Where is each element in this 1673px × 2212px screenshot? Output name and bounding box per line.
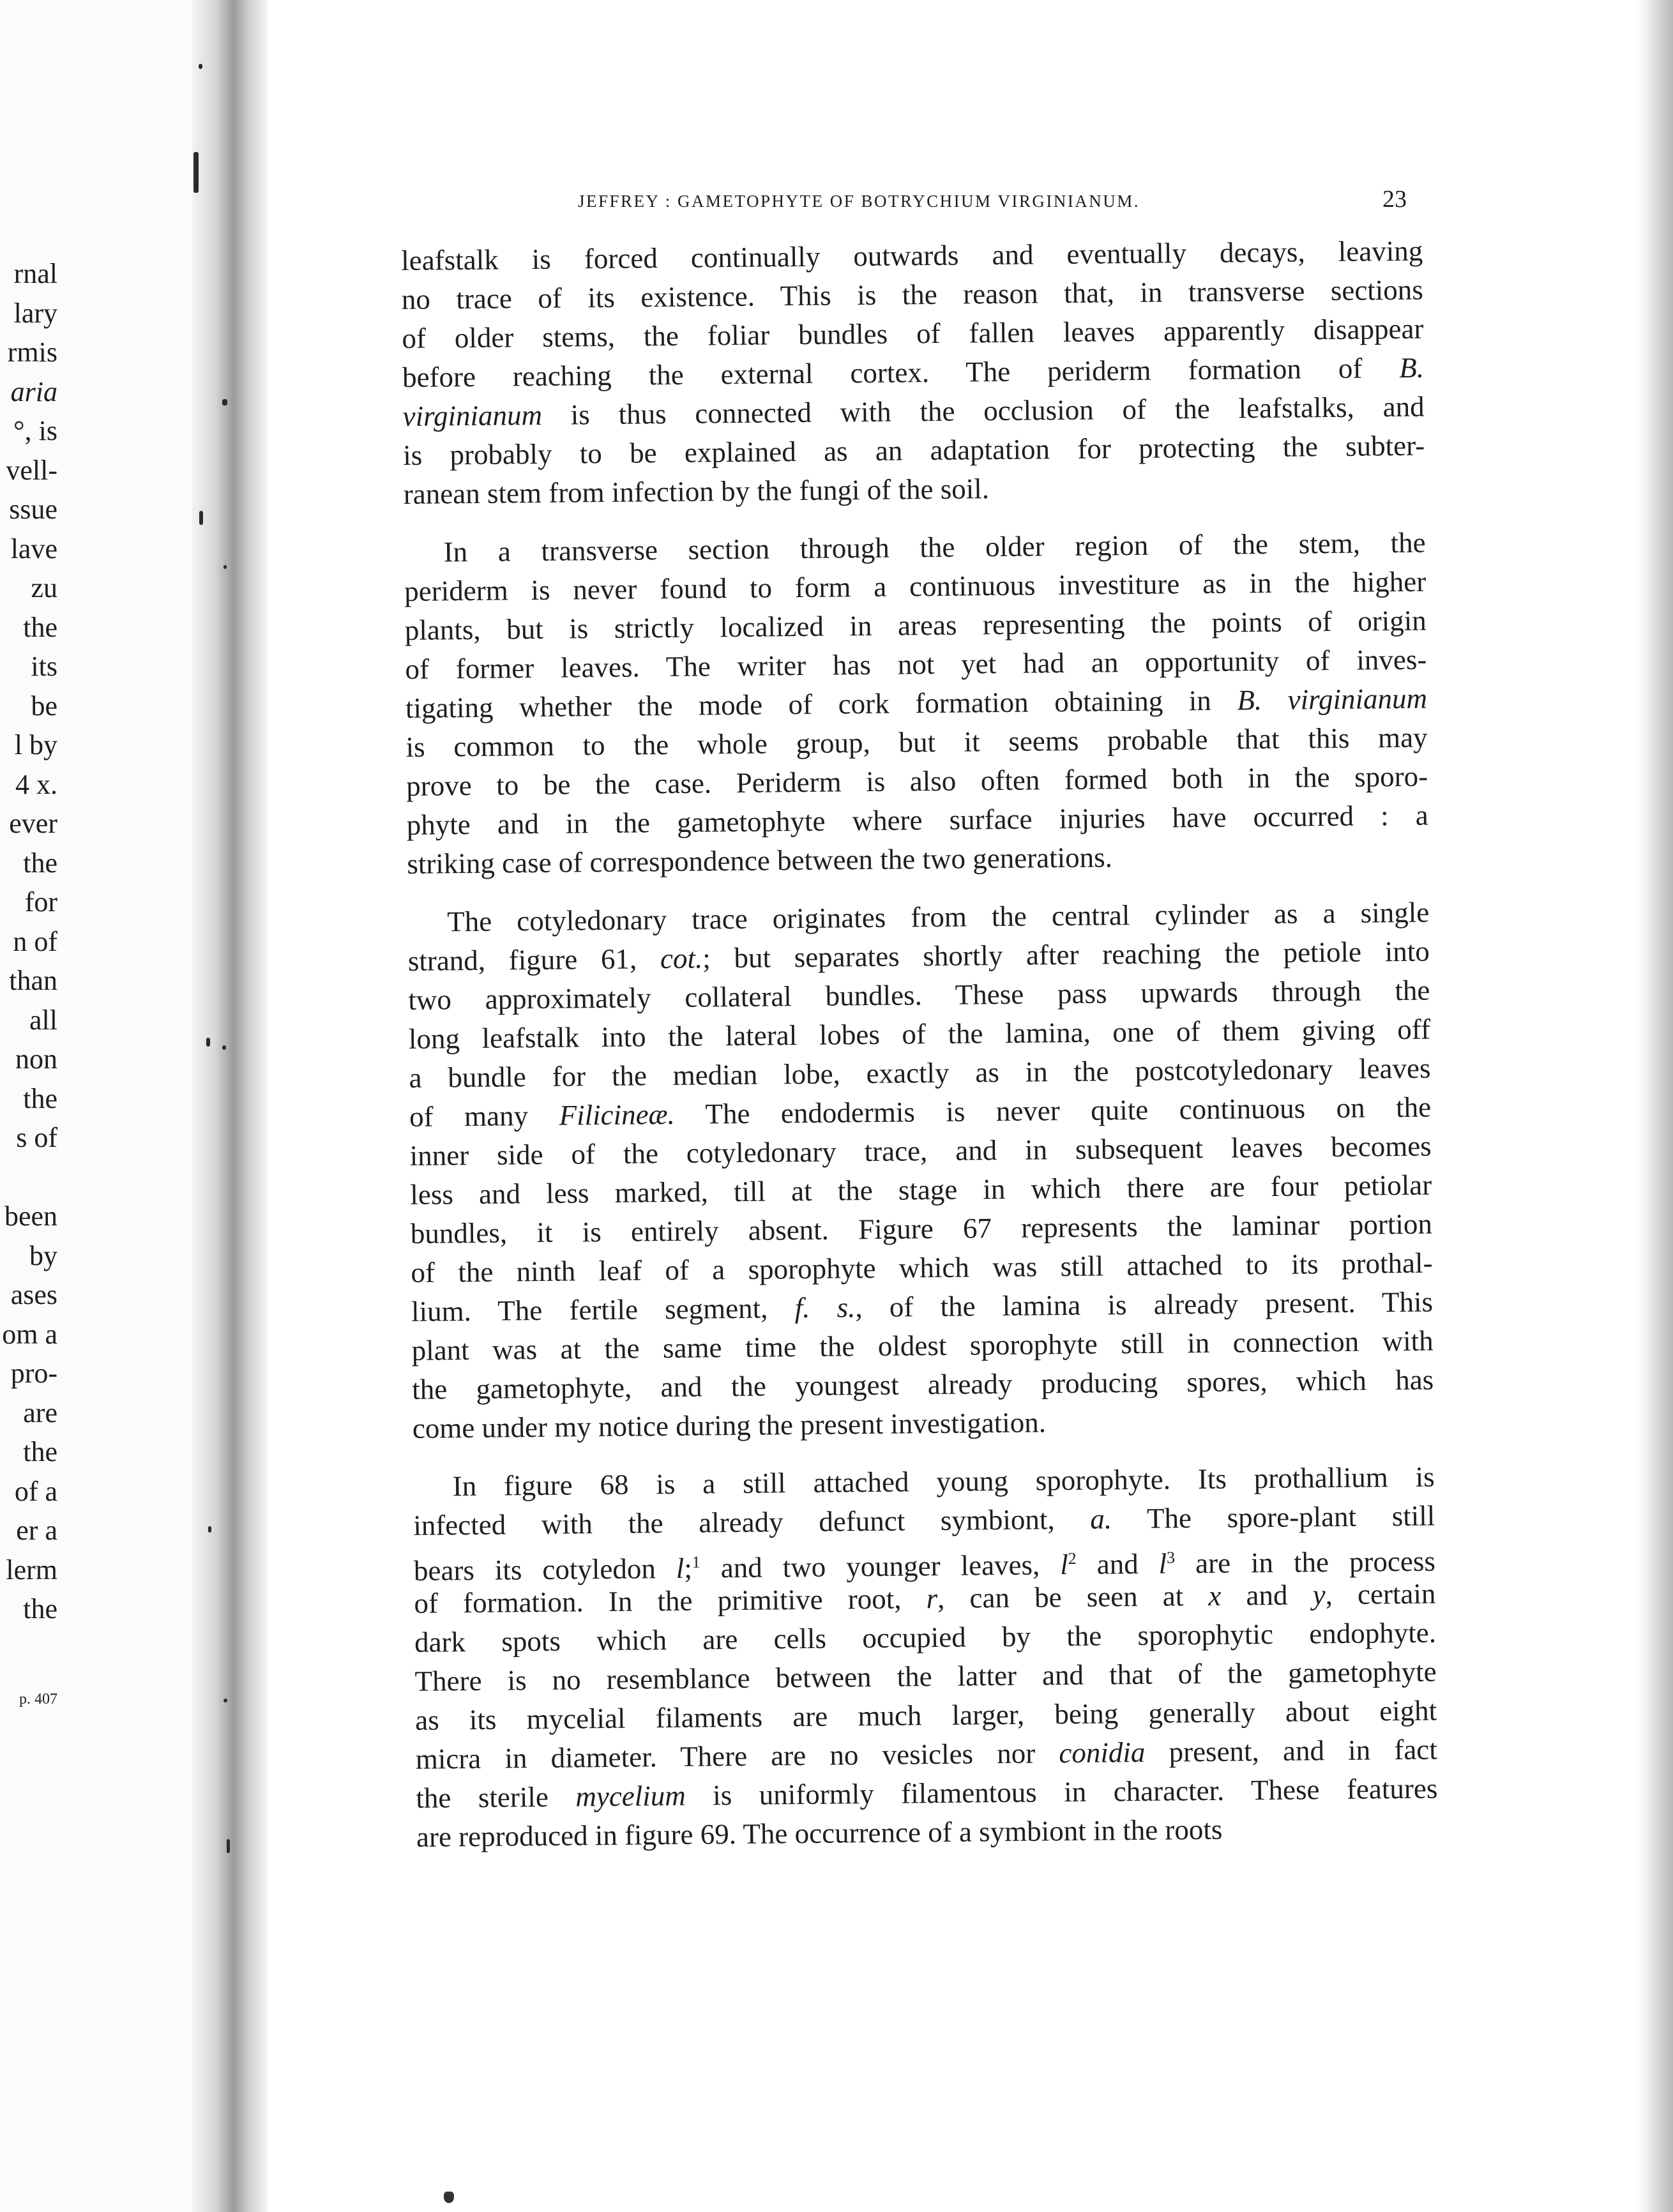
left-page-fragment: rmis bbox=[7, 337, 57, 368]
left-page-fragment: vell- bbox=[6, 454, 57, 486]
left-page-fragment: aria bbox=[10, 375, 57, 407]
left-page-fragment: l by bbox=[14, 729, 57, 761]
text-line: of former leaves. The writer has not yet had an opportunity of inves- bbox=[405, 643, 1427, 685]
text-line: phyte and in the gametophyte where surface injuries have occurred : a bbox=[406, 799, 1428, 841]
text-line: come under my notice during the present investigation. bbox=[412, 1406, 1047, 1444]
left-page-fragment: pro- bbox=[10, 1358, 57, 1389]
binding-mark bbox=[227, 1839, 230, 1853]
left-page-fragment: the bbox=[23, 611, 57, 643]
left-page-fragment: ases bbox=[10, 1279, 57, 1310]
text-line: less and less marked, till at the stage in which there are four petiolar bbox=[410, 1169, 1432, 1211]
left-page-text-fragments bbox=[0, 254, 57, 1629]
text-line: leafstalk is forced continually outwards and eventually decays, leaving bbox=[401, 234, 1423, 276]
text-line: plants, but is strictly localized in areas representing the points of origin bbox=[404, 604, 1427, 646]
text-line: bears its cotyledon l;$^1$ and two younger leaves, $l^2$ and $l^3$ are in the process bbox=[413, 1545, 1436, 1587]
text-line: a bundle for the median lobe, exactly as in the postcotyledonary leaves bbox=[409, 1052, 1431, 1094]
binding-mark bbox=[223, 1699, 227, 1702]
text-line: bundles, it is entirely absent. Figure 67 represents the laminar portion bbox=[410, 1208, 1433, 1250]
text-line: striking case of correspondence between the two generations. bbox=[407, 841, 1113, 880]
paragraph bbox=[404, 524, 1428, 884]
text-line: long leafstalk into the lateral lobes of the lamina, one of them giving off bbox=[408, 1013, 1431, 1055]
left-page-fragment: of a bbox=[14, 1475, 57, 1507]
left-page-fragment: rnal bbox=[13, 258, 57, 289]
left-page-fragment: by bbox=[29, 1239, 57, 1271]
page-number: 23 bbox=[1382, 186, 1407, 213]
text-line: plant was at the same time the oldest sporophyte still in connection with bbox=[411, 1324, 1434, 1367]
left-page-fragment: n of bbox=[13, 925, 57, 957]
text-line: of many Filicineæ. The endodermis is never quite continuous on the bbox=[409, 1091, 1432, 1133]
left-page-fragment: the bbox=[23, 1593, 57, 1625]
text-line: tigating whether the mode of cork formation obtaining in B. virginianum bbox=[405, 682, 1428, 724]
binding-mark bbox=[206, 1038, 210, 1047]
text-line: the sterile mycelium is uniformly filamentous in character. These features bbox=[416, 1772, 1438, 1814]
text-line: In figure 68 is a still attached young sporophyte. Its prothallium is bbox=[452, 1460, 1435, 1503]
text-line: prove to be the case. Periderm is also often formed both in the sporo- bbox=[405, 760, 1428, 802]
text-line: of formation. In the primitive root, r, can be seen at x and y, certain bbox=[414, 1577, 1436, 1619]
left-page-fragment: lary bbox=[13, 297, 57, 329]
italic-term: r bbox=[926, 1582, 938, 1615]
page-edge-shadow bbox=[1637, 0, 1673, 2212]
paragraph bbox=[413, 1458, 1438, 1857]
italic-term: mycelium bbox=[575, 1779, 686, 1813]
binding-mark bbox=[222, 399, 227, 405]
text-line: ranean stem from infection by the fungi of the soil. bbox=[403, 473, 990, 510]
text-line: periderm is never found to form a continuous investiture as in the higher bbox=[404, 565, 1427, 607]
text-line: no trace of its existence. This is the reason that, in transverse sections bbox=[401, 273, 1424, 315]
italic-term: B. bbox=[1398, 351, 1425, 384]
left-page-fragment: be bbox=[31, 690, 57, 722]
left-page-fragment: lave bbox=[10, 533, 57, 564]
italic-term: l bbox=[1158, 1547, 1167, 1580]
text-line: strand, figure 61, cot.; but separates shortly after reaching the petiole into bbox=[407, 935, 1430, 977]
left-page-fragment: °, is bbox=[13, 415, 57, 446]
superscript: 2 bbox=[1068, 1549, 1077, 1568]
left-page-fragment: the bbox=[23, 1082, 57, 1114]
text-line: as its mycelial filaments are much larger, being generally about eight bbox=[414, 1694, 1437, 1736]
italic-term: y bbox=[1312, 1579, 1326, 1611]
italic-term: a. bbox=[1090, 1503, 1112, 1535]
text-line: the gametophyte, and the youngest already producing spores, which has bbox=[412, 1363, 1434, 1405]
left-page-fragment bbox=[0, 1158, 57, 1197]
binding-mark bbox=[208, 1526, 211, 1533]
italic-term: B. virginianum bbox=[1237, 682, 1428, 716]
italic-term: cot. bbox=[660, 942, 703, 975]
left-page-fragment: its bbox=[31, 651, 57, 682]
left-page-fragment: om a bbox=[2, 1318, 57, 1350]
body-text bbox=[401, 232, 1438, 1857]
text-line: two approximately collateral bundles. These pass upwards through the bbox=[408, 974, 1430, 1016]
text-line: before reaching the external cortex. The periderm formation of B. bbox=[402, 351, 1425, 393]
superscript: 1 bbox=[692, 1552, 700, 1572]
italic-term: virginianum bbox=[402, 398, 543, 432]
text-line: There is no resemblance between the latter and that of the gametophyte bbox=[414, 1655, 1437, 1697]
left-page-fragment: zu bbox=[31, 572, 57, 603]
superscript: 3 bbox=[1166, 1548, 1176, 1567]
italic-term: x bbox=[1208, 1579, 1222, 1612]
paragraph bbox=[401, 232, 1425, 514]
text-line: are reproduced in figure 69. The occurrence of a symbiont in the roots bbox=[416, 1813, 1223, 1853]
left-page-footnote: p. 407 bbox=[19, 1691, 57, 1708]
binding-mark bbox=[222, 1045, 226, 1050]
italic-term: conidia bbox=[1059, 1736, 1146, 1769]
text-line: of the ninth leaf of a sporophyte which was still attached to its prothal- bbox=[411, 1246, 1433, 1289]
left-page-fragment: er a bbox=[16, 1515, 57, 1546]
book-gutter bbox=[192, 0, 268, 2212]
binding-mark bbox=[199, 64, 202, 69]
text-line: In a transverse section through the older region of the stem, the bbox=[443, 526, 1426, 568]
left-page-fragment: lerm bbox=[6, 1554, 57, 1586]
text-line: virginianum is thus connected with the occlusion of the leafstalks, and bbox=[402, 390, 1425, 432]
left-page-fragment: 4 x. bbox=[15, 768, 57, 800]
left-page-fragment: been bbox=[4, 1201, 57, 1232]
italic-term: f. s. bbox=[794, 1291, 856, 1324]
left-page-fragment: s of bbox=[16, 1122, 57, 1153]
text-line: of older stems, the foliar bundles of fallen leaves apparently disappear bbox=[402, 312, 1424, 354]
running-head: JEFFREY : GAMETOPHYTE OF BOTRYCHIUM VIRGINIANUM. bbox=[578, 192, 1140, 211]
binding-mark bbox=[193, 152, 199, 193]
italic-term: l bbox=[676, 1552, 685, 1584]
binding-mark bbox=[444, 2192, 454, 2203]
text-line: The cotyledonary trace originates from the central cylinder as a single bbox=[446, 896, 1430, 938]
left-page-fragment: all bbox=[29, 1004, 57, 1036]
text-line: is common to the whole group, but it seems probable that this may bbox=[405, 721, 1428, 763]
left-page-fragment: non bbox=[15, 1043, 57, 1075]
binding-mark bbox=[223, 565, 227, 569]
left-page-fragment: than bbox=[9, 965, 57, 996]
italic-term: Filicineæ. bbox=[559, 1098, 676, 1132]
binding-mark bbox=[199, 511, 203, 525]
paragraph bbox=[407, 893, 1434, 1448]
italic-term: l bbox=[1059, 1549, 1068, 1581]
text-line: lium. The fertile segment, f. s., of the lamina is already present. This bbox=[411, 1285, 1434, 1328]
text-line: infected with the already defunct symbiont, a. The spore-plant still bbox=[413, 1499, 1435, 1542]
left-page-fragment: are bbox=[23, 1397, 57, 1428]
left-page-fragment: the bbox=[23, 847, 57, 879]
text-line: micra in diameter. There are no vesicles nor conidia present, and in fact bbox=[415, 1733, 1437, 1775]
text-line: is probably to be explained as an adaptation for protecting the subter- bbox=[402, 429, 1425, 471]
left-page-fragment: the bbox=[23, 1436, 57, 1467]
text-line: dark spots which are cells occupied by the sporophytic endophyte. bbox=[414, 1616, 1437, 1658]
text-line: inner side of the cotyledonary trace, and in subsequent leaves becomes bbox=[409, 1130, 1432, 1172]
left-page-fragment: ever bbox=[9, 808, 57, 839]
left-page-fragment: ssue bbox=[9, 494, 57, 525]
left-page-fragment: for bbox=[24, 886, 57, 918]
